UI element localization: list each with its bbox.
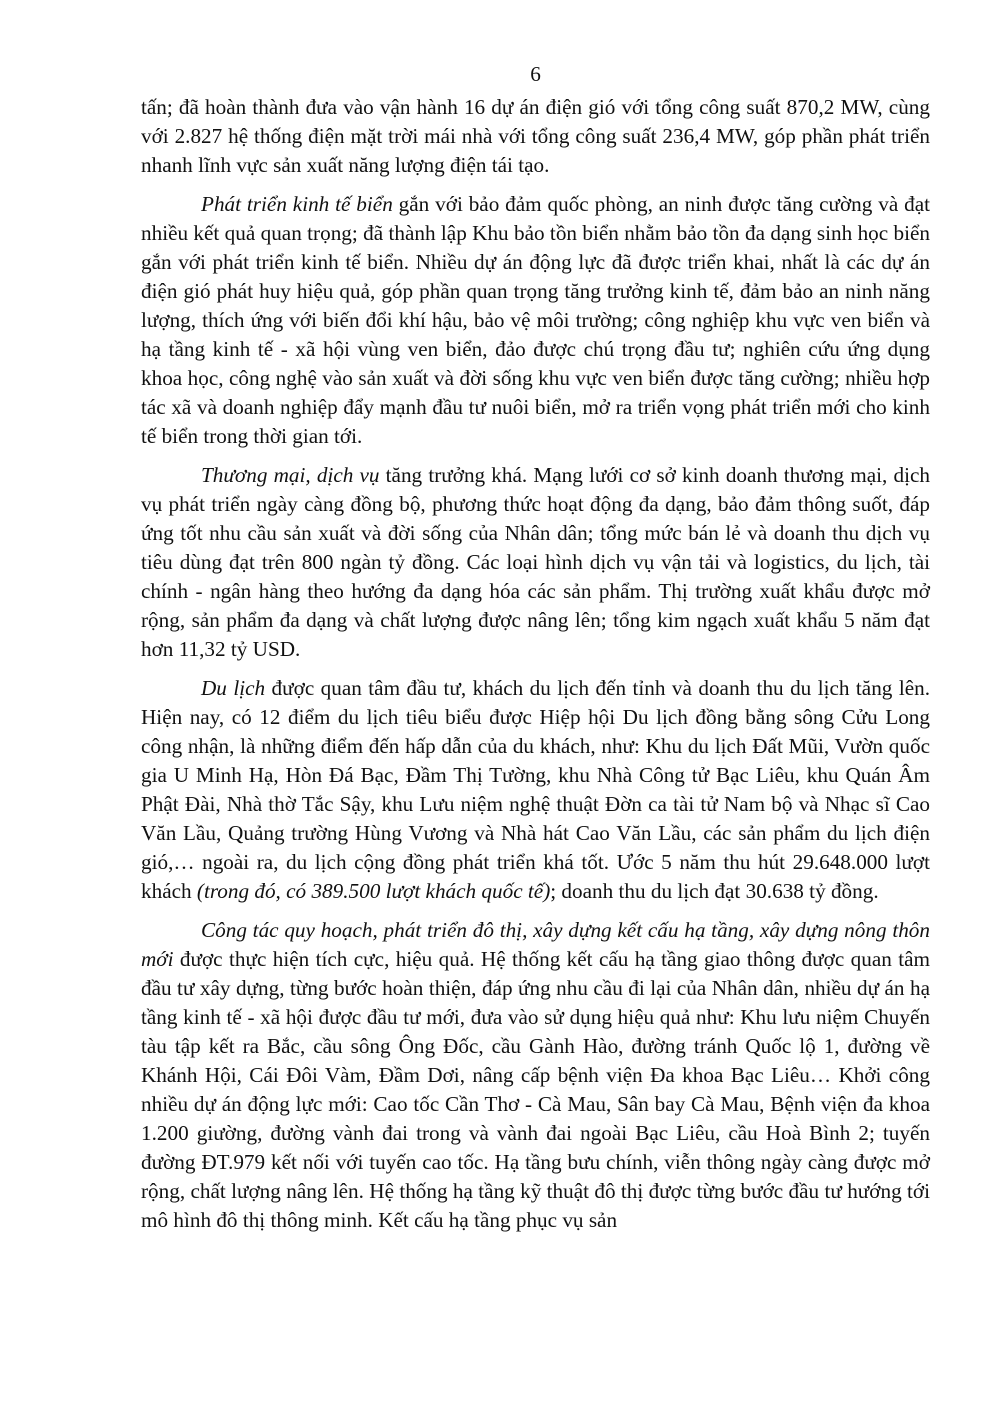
paragraph-lead: Du lịch xyxy=(201,676,266,700)
paragraph-marine-economy xyxy=(141,190,930,451)
paragraph-tail: ; doanh thu du lịch đạt 30.638 tỷ đồng. xyxy=(550,879,879,903)
paragraph-note: (trong đó, có 389.500 lượt khách quốc tế) xyxy=(196,879,551,903)
page-number: 6 xyxy=(530,62,541,86)
paragraph-trade-services xyxy=(141,461,930,664)
paragraph-text: được thực hiện tích cực, hiệu quả. Hệ thống kết cấu hạ tầng giao thông được quan tâm đầu tư xây dựng, từng bước hoàn thiện, đáp ứng nhu cầu đi lại của Nhân dân, nhiều dự án hạ tầng kinh tế - xã hội được đầu tư mới, đưa vào sử dụng hiệu quả như: Khu lưu niệm Chuyến tàu tập kết ra Bắc, cầu sông Ông Đốc, cầu Gành Hào, đường tránh Quốc lộ 1, đường về Khánh Hội, Cái Đôi Vàm, Đầm Dơi, nâng cấp bệnh viện Đa khoa Bạc Liêu… Khởi công nhiều dự án động lực mới: Cao tốc Cần Thơ - Cà Mau, Sân bay Cà Mau, Bệnh viện đa khoa 1.200 giường, đường vành đai trong và vành đai ngoài Bạc Liêu, cầu Hoà Bình 2; tuyến đường ĐT.979 kết nối với tuyến cao tốc. Hạ tầng bưu chính, viễn thông ngày càng được mở rộng, chất lượng nâng lên. Hệ thống hạ tầng kỹ thuật đô thị được từng bước đầu tư hướng tới mô hình đô thị thông minh. Kết cấu hạ tầng phục vụ sản xyxy=(141,947,930,1232)
paragraph-text: tăng trưởng khá. Mạng lưới cơ sở kinh doanh thương mại, dịch vụ phát triển ngày càng đồng bộ, phương thức hoạt động đa dạng, bảo đảm thông suốt, đáp ứng tốt nhu cầu sản xuất và đời sống của Nhân dân; tổng mức bán lẻ và doanh thu dịch vụ tiêu dùng đạt trên 800 ngàn tỷ đồng. Các loại hình dịch vụ vận tải và logistics, du lịch, tài chính - ngân hàng theo hướng đa dạng hóa các sản phẩm. Thị trường xuất khẩu được mở rộng, sản phẩm đa dạng và chất lượng được nâng lên; tổng kim ngạch xuất khẩu 5 năm đạt hơn 11,32 tỷ USD. xyxy=(141,463,931,661)
paragraph-lead: Công tác quy hoạch, phát triển đô thị, xây dựng kết cấu hạ tầng, xây dựng nông thôn mới xyxy=(141,918,930,971)
paragraph-lead: Phát triển kinh tế biển xyxy=(201,192,393,216)
paragraph-text: được quan tâm đầu tư, khách du lịch đến tỉnh và doanh thu du lịch tăng lên. Hiện nay, có 12 điểm du lịch tiêu biểu được Hiệp hội Du lịch đồng bằng sông Cửu Long công nhận, là những điểm đến hấp dẫn của du khách, như: Khu du lịch Đất Mũi, Vườn quốc gia U Minh Hạ, Hòn Đá Bạc, Đầm Thị Tường, khu Nhà Công tử Bạc Liêu, khu Quán Âm Phật Đài, Nhà thờ Tắc Sậy, khu Lưu niệm nghệ thuật Đờn ca tài tử Nam bộ và Nhạc sĩ Cao Văn Lầu, Quảng trường Hùng Vương và Nhà hát Cao Văn Lầu, các sản phẩm du lịch điện gió,… ngoài ra, du lịch cộng đồng phát triển khá tốt. Ước 5 năm thu hút 29.648.000 lượt khách xyxy=(141,676,931,903)
paragraph-infrastructure xyxy=(141,916,930,1235)
paragraph-tourism xyxy=(141,674,930,906)
paragraph-text: tấn; đã hoàn thành đưa vào vận hành 16 dự án điện gió với tổng công suất 870,2 MW, cùng với 2.827 hệ thống điện mặt trời mái nhà với tổng công suất 236,4 MW, góp phần phát triển nhanh lĩnh vực sản xuất năng lượng điện tái tạo. xyxy=(141,95,930,177)
paragraph-lead: Thương mại, dịch vụ xyxy=(201,463,380,487)
paragraph-energy xyxy=(141,93,930,180)
paragraph-text: gắn với bảo đảm quốc phòng, an ninh được tăng cường và đạt nhiều kết quả quan trọng; đã thành lập Khu bảo tồn biển nhằm bảo tồn đa dạng sinh học biển gắn với phát triển kinh tế biển. Nhiều dự án động lực đã được triển khai, nhất là các dự án điện gió phát huy hiệu quả, góp phần quan trọng tăng trưởng kinh tế, đảm bảo an ninh năng lượng, thích ứng với biến đổi khí hậu, bảo vệ môi trường; công nghiệp khu vực ven biển và hạ tầng kinh tế - xã hội vùng ven biển, đảo được chú trọng đầu tư; nghiên cứu ứng dụng khoa học, công nghệ vào sản xuất và đời sống khu vực ven biển được tăng cường; nhiều hợp tác xã và doanh nghiệp đẩy mạnh đầu tư nuôi biển, mở ra triển vọng phát triển mới cho kinh tế biển trong thời gian tới. xyxy=(141,192,930,448)
